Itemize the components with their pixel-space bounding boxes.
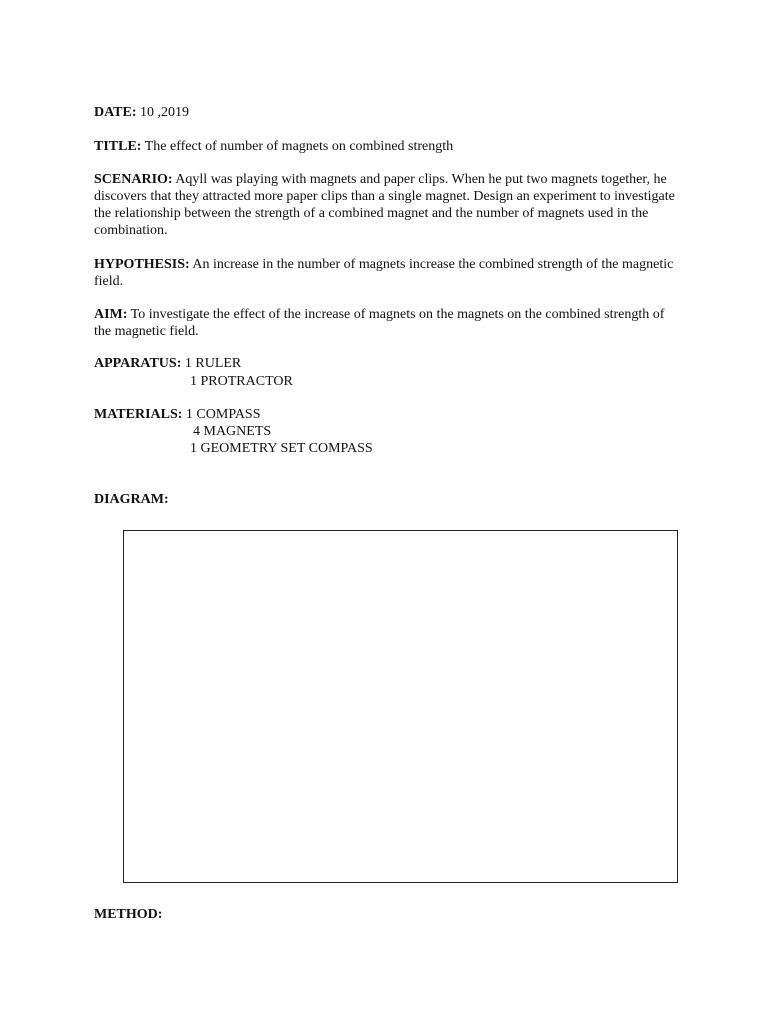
date-label: DATE:: [94, 105, 137, 120]
diagram-box: [123, 530, 678, 883]
date-value: 10 ,2019: [136, 105, 190, 120]
apparatus-line: [94, 355, 241, 372]
aim-text: To investigate the effect of the increase of magnets on the magnets on the combined strength of the magnetic field.: [94, 307, 665, 339]
materials-line: [94, 406, 261, 423]
materials-item: 4 MAGNETS: [193, 424, 272, 439]
hypothesis-text: An increase in the number of magnets increase the combined strength of the magnetic field.: [94, 257, 674, 289]
date-line: [94, 104, 189, 121]
hypothesis-paragraph: [94, 256, 684, 290]
title-label: TITLE:: [94, 139, 142, 154]
apparatus-label: APPARATUS:: [94, 356, 182, 371]
scenario-paragraph: [94, 171, 684, 239]
hypothesis-label: HYPOTHESIS:: [94, 257, 190, 272]
title-line: [94, 138, 453, 155]
method-label: METHOD:: [94, 907, 163, 922]
materials-label: MATERIALS:: [94, 407, 183, 422]
diagram-label: DIAGRAM:: [94, 492, 169, 507]
title-value: The effect of number of magnets on combined strength: [141, 139, 454, 154]
materials-item: 1 COMPASS: [185, 407, 261, 422]
apparatus-item: 1 PROTRACTOR: [190, 374, 293, 389]
materials-item: 1 GEOMETRY SET COMPASS: [190, 441, 373, 456]
diagram-heading: [94, 491, 169, 508]
scenario-text: Aqyll was playing with magnets and paper clips. When he put two magnets together, he discovers that they attracted more paper clips than a single magnet. Design an experiment to investigate the relationship between the strength of a combined magnet and the number of magnets used in the combination.: [94, 172, 675, 238]
aim-label: AIM:: [94, 307, 128, 322]
aim-paragraph: [94, 306, 684, 340]
method-heading: [94, 906, 162, 923]
apparatus-item: 1 RULER: [184, 356, 242, 371]
scenario-label: SCENARIO:: [94, 172, 173, 187]
